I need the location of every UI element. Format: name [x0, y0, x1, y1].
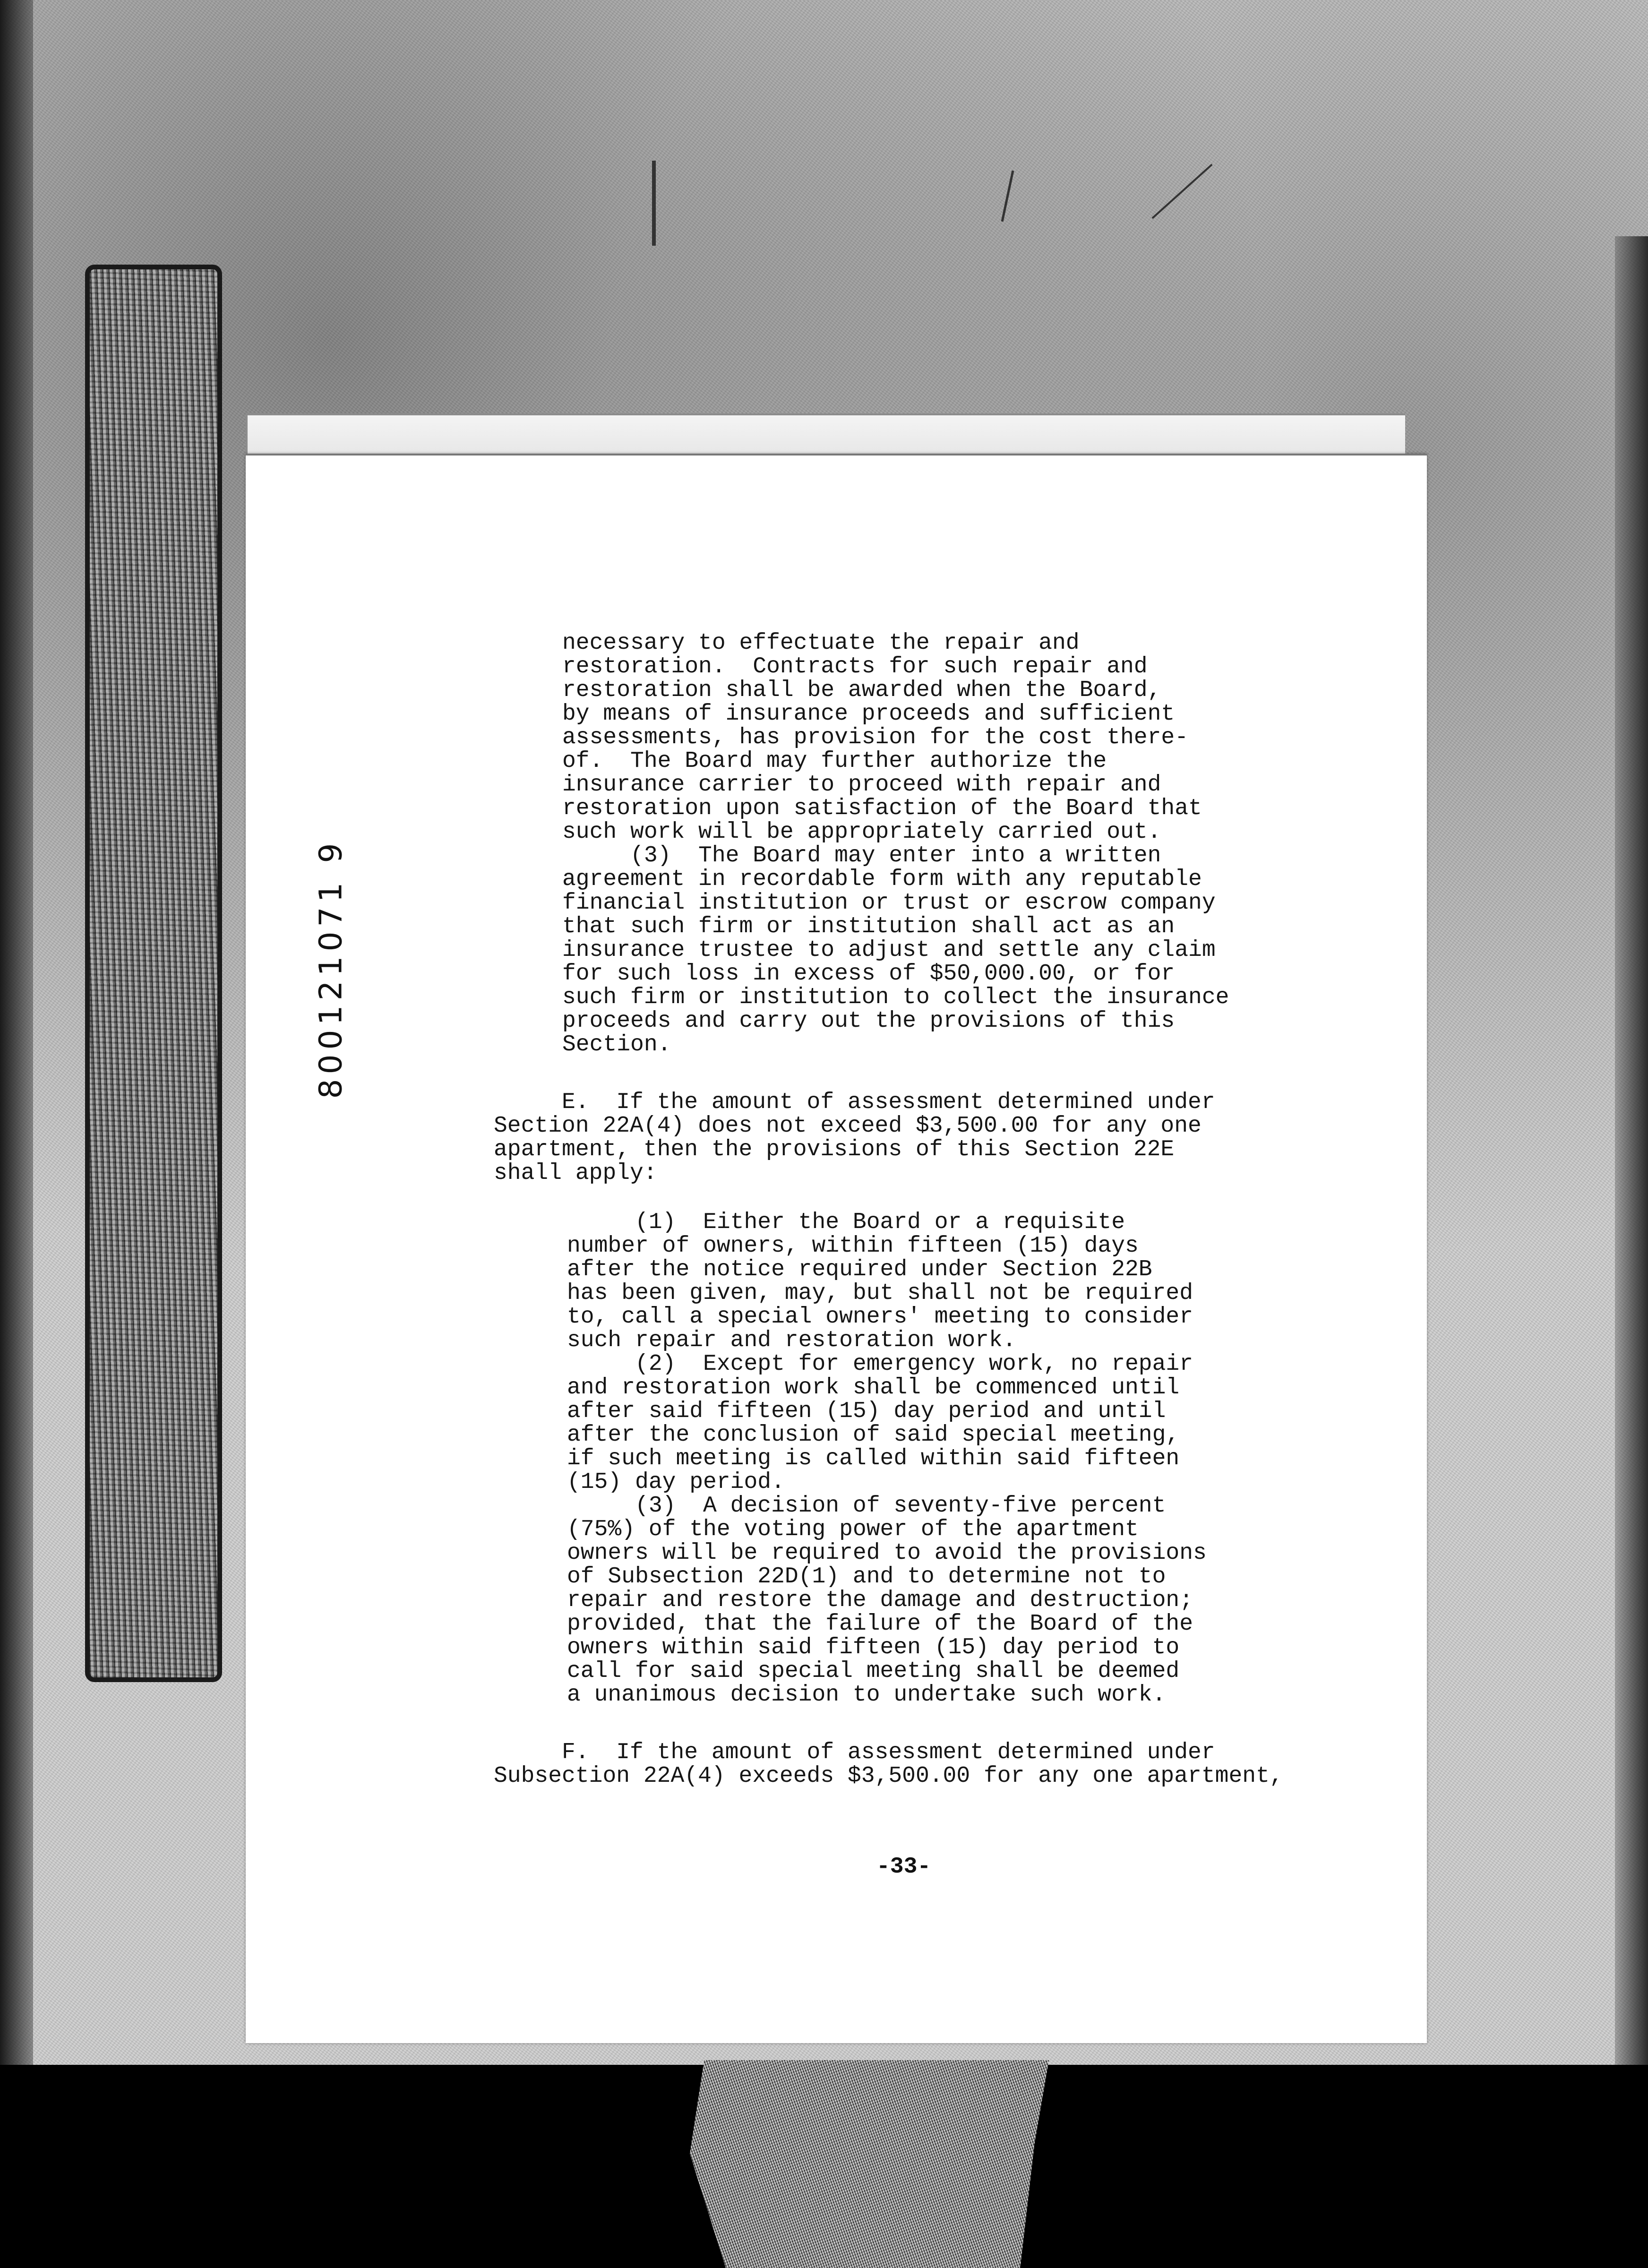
text-line: Section. [562, 1032, 671, 1057]
binding-strip [85, 265, 222, 1682]
text-line: (3) A decision of seventy-five percent [567, 1493, 1166, 1519]
text-line: necessary to effectuate the repair and [562, 630, 1080, 656]
text-line: agreement in recordable form with any reputable [562, 867, 1202, 892]
text-line: owners will be required to avoid the provisions [567, 1540, 1207, 1566]
text-line: insurance carrier to proceed with repair and [562, 772, 1161, 798]
text-line: owners within said fifteen (15) day period to [567, 1635, 1180, 1660]
text-line: such firm or institution to collect the insurance [562, 985, 1229, 1010]
text-line: E. If the amount of assessment determined under [494, 1090, 1215, 1115]
text-line: (75%) of the voting power of the apartment [567, 1517, 1139, 1542]
paper-top-edge [246, 413, 1405, 458]
text-line: a unanimous decision to undertake such work. [567, 1682, 1166, 1708]
text-line: by means of insurance proceeds and sufficient [562, 701, 1175, 727]
text-line: if such meeting is called within said fifteen [567, 1446, 1180, 1471]
scan-bottom-noise [690, 2060, 1049, 2268]
text-line: insurance trustee to adjust and settle any claim [562, 937, 1216, 963]
text-line: restoration. Contracts for such repair and [562, 654, 1148, 679]
text-line: apartment, then the provisions of this Section 22E [494, 1137, 1175, 1162]
text-line: that such firm or institution shall act as an [562, 914, 1175, 939]
text-line: call for said special meeting shall be deemed [567, 1658, 1180, 1684]
page-number: -33- [876, 1854, 931, 1880]
text-line: shall apply: [494, 1160, 657, 1186]
scan-edge-right [1615, 236, 1648, 2079]
text-line: of Subsection 22D(1) and to determine not to [567, 1564, 1166, 1589]
text-line: assessments, has provision for the cost there- [562, 725, 1189, 750]
text-line: for such loss in excess of $50,000.00, or for [562, 961, 1175, 987]
text-line: restoration upon satisfaction of the Board that [562, 796, 1202, 821]
text-line: repair and restore the damage and destruction; [567, 1588, 1193, 1613]
text-line: (15) day period. [567, 1469, 785, 1495]
text-line: (1) Either the Board or a requisite [567, 1210, 1125, 1235]
text-line: such repair and restoration work. [567, 1328, 1016, 1353]
text-line: F. If the amount of assessment determined under [494, 1740, 1215, 1765]
text-line: restoration shall be awarded when the Board, [562, 678, 1161, 703]
text-line: Subsection 22A(4) exceeds $3,500.00 for any one apartment, [494, 1763, 1283, 1789]
text-line: of. The Board may further authorize the [562, 748, 1107, 774]
text-line: (2) Except for emergency work, no repair [567, 1351, 1193, 1377]
text-line: and restoration work shall be commenced until [567, 1375, 1180, 1400]
scan-edge-left [0, 0, 33, 2070]
text-line: to, call a special owners' meeting to consider [567, 1304, 1193, 1330]
text-line: Section 22A(4) does not exceed $3,500.00 for any one [494, 1113, 1202, 1139]
text-line: after the conclusion of said special meeting, [567, 1422, 1180, 1448]
text-line: after said fifteen (15) day period and until [567, 1399, 1166, 1424]
text-line: such work will be appropriately carried out. [562, 819, 1161, 845]
text-line: provided, that the failure of the Board of the [567, 1611, 1193, 1637]
text-line: proceeds and carry out the provisions of this [562, 1008, 1175, 1034]
text-line: (3) The Board may enter into a written [562, 843, 1161, 868]
text-line: has been given, may, but shall not be required [567, 1280, 1193, 1306]
text-line: number of owners, within fifteen (15) days [567, 1233, 1139, 1259]
scan-scratch [652, 161, 656, 246]
text-line: after the notice required under Section 22B [567, 1257, 1152, 1282]
text-line: financial institution or trust or escrow company [562, 890, 1216, 916]
